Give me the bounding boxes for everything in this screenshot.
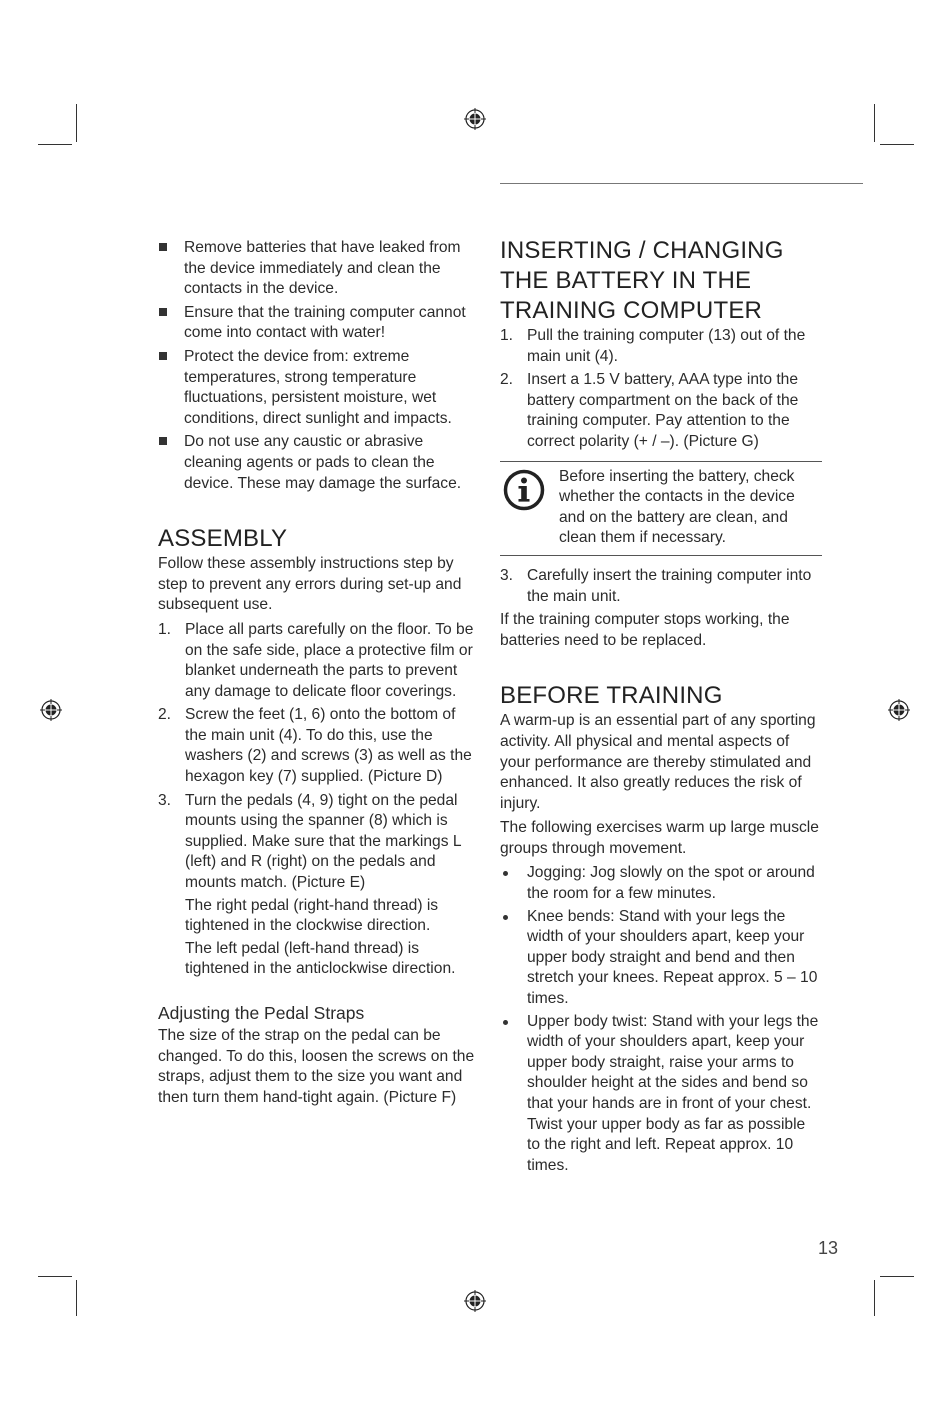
right-column bbox=[500, 236, 822, 1178]
crop-mark-bottom-right-v bbox=[874, 1280, 875, 1316]
bullet-icon bbox=[503, 1020, 508, 1025]
square-bullet-icon bbox=[159, 437, 167, 445]
battery-steps bbox=[500, 326, 822, 453]
list-item: Upper body twist: Stand with your legs the width of your shoulders apart, keep your upper body straight, raise your arms to shoulder height at the sides and bend so that your hands are in front of your chest. Twist your upper body as far as possible to the right and left. Repeat approx. 10 times. bbox=[500, 1012, 822, 1177]
page-number: 13 bbox=[818, 1238, 839, 1258]
crop-mark-bottom-right-h bbox=[880, 1276, 914, 1277]
crop-mark-top-left-v bbox=[76, 104, 77, 142]
square-bullet-icon bbox=[159, 243, 167, 251]
info-icon bbox=[503, 469, 545, 511]
before-training-text: A warm-up is an essential part of any sporting activity. All physical and mental aspects of your performance are thereby stimulated and enhanced. It also greatly reduces the risk of injury. bbox=[500, 712, 816, 812]
info-note bbox=[500, 461, 822, 556]
list-item: Knee bends: Stand with your legs the width of your shoulders apart, keep your upper body straight and bend and then stretch your knees. Repeat approx. 5 – 10 times. bbox=[500, 907, 822, 1010]
before-training-text: The following exercises warm up large muscle groups through movement. bbox=[500, 819, 819, 857]
bullet-icon bbox=[503, 915, 508, 920]
registration-mark-icon bbox=[888, 699, 910, 721]
list-item: 3. Turn the pedals (4, 9) tight on the pedal mounts using the spanner (8) which is supplied. Make sure that the markings L (left) and R (right) on the pedals and mounts match. (Picture E) The right pedal (right-hand thread) is tightened in the clockwise direction. The left pedal (left-hand thread) is tightened in the anticlockwise direction. bbox=[158, 791, 480, 980]
header-rule bbox=[500, 183, 863, 184]
exercise-name: Upper body twist: bbox=[527, 1012, 648, 1030]
list-item: Ensure that the training computer cannot come into contact with water! bbox=[158, 303, 480, 344]
before-training-heading: BEFORE TRAINING bbox=[500, 682, 723, 710]
list-item: 2. Screw the feet (1, 6) onto the bottom of the main unit (4). To do this, use the washers (2) and screws (3) as well as the hexagon key (7) supplied. (Picture D) bbox=[158, 706, 472, 786]
list-item: Remove batteries that have leaked from the device immediately and clean the contacts in the device. bbox=[158, 238, 480, 300]
registration-mark-icon bbox=[464, 108, 486, 130]
crop-mark-top-right-h bbox=[880, 144, 914, 145]
square-bullet-icon bbox=[159, 352, 167, 360]
left-column bbox=[158, 238, 480, 1112]
assembly-intro: Follow these assembly instructions step by step to prevent any errors during set-up and subsequent use. bbox=[158, 555, 462, 614]
battery-heading: INSERTING / CHANGING THE BATTERY IN THE TRAINING COMPUTER bbox=[500, 237, 784, 324]
registration-mark-icon bbox=[40, 699, 62, 721]
warning-list bbox=[158, 238, 480, 494]
list-item: 1. Pull the training computer (13) out of the main unit (4). bbox=[500, 327, 806, 365]
exercise-list bbox=[500, 863, 822, 1176]
pedal-straps-heading: Adjusting the Pedal Straps bbox=[158, 1003, 365, 1023]
battery-outro: If the training computer stops working, the batteries need to be replaced. bbox=[500, 611, 790, 649]
exercise-name: Jogging: bbox=[527, 864, 586, 882]
crop-mark-bottom-left-v bbox=[76, 1280, 77, 1316]
crop-mark-top-left-h bbox=[38, 144, 72, 145]
bullet-icon bbox=[503, 871, 508, 876]
list-item: 2. Insert a 1.5 V battery, AAA type into the battery compartment on the back of the training computer. Pay attention to the correct polarity (+ / –). (Picture G) bbox=[500, 371, 799, 450]
list-item: 1. Place all parts carefully on the floor. To be on the safe side, place a protective film or blanket underneath the parts to prevent any damage to delicate floor coverings. bbox=[158, 620, 474, 700]
exercise-name: Knee bends bbox=[527, 907, 611, 925]
square-bullet-icon bbox=[159, 308, 167, 316]
list-item: Do not use any caustic or abrasive cleaning agents or pads to clean the device. These may damage the surface. bbox=[158, 432, 480, 494]
list-item: Protect the device from: extreme temperatures, strong temperature fluctuations, persistent moisture, wet conditions, direct sunlight and impacts. bbox=[158, 347, 480, 429]
step-note: The right pedal (right-hand thread) is tightened in the clockwise direction. bbox=[185, 896, 439, 935]
list-item: 3. Carefully insert the training computer into the main unit. bbox=[500, 566, 812, 605]
battery-steps-continued bbox=[500, 566, 822, 607]
pedal-straps-text: The size of the strap on the pedal can be changed. To do this, loosen the screws on the straps, adjust them to the size you want and then turn them hand-tight again. (Picture F) bbox=[158, 1027, 475, 1106]
list-item: Jogging: Jog slowly on the spot or around the room for a few minutes. bbox=[500, 863, 822, 904]
step-note: The left pedal (left-hand thread) is tightened in the anticlockwise direction. bbox=[185, 939, 456, 978]
assembly-heading: ASSEMBLY bbox=[158, 525, 288, 553]
crop-mark-bottom-left-h bbox=[38, 1276, 72, 1277]
registration-mark-icon bbox=[464, 1290, 486, 1312]
crop-mark-top-right-v bbox=[874, 104, 875, 142]
assembly-steps bbox=[158, 620, 480, 980]
note-text: Before inserting the battery, check whether the contacts in the device and on the battery are clean, and clean them if necessary. bbox=[559, 467, 795, 547]
